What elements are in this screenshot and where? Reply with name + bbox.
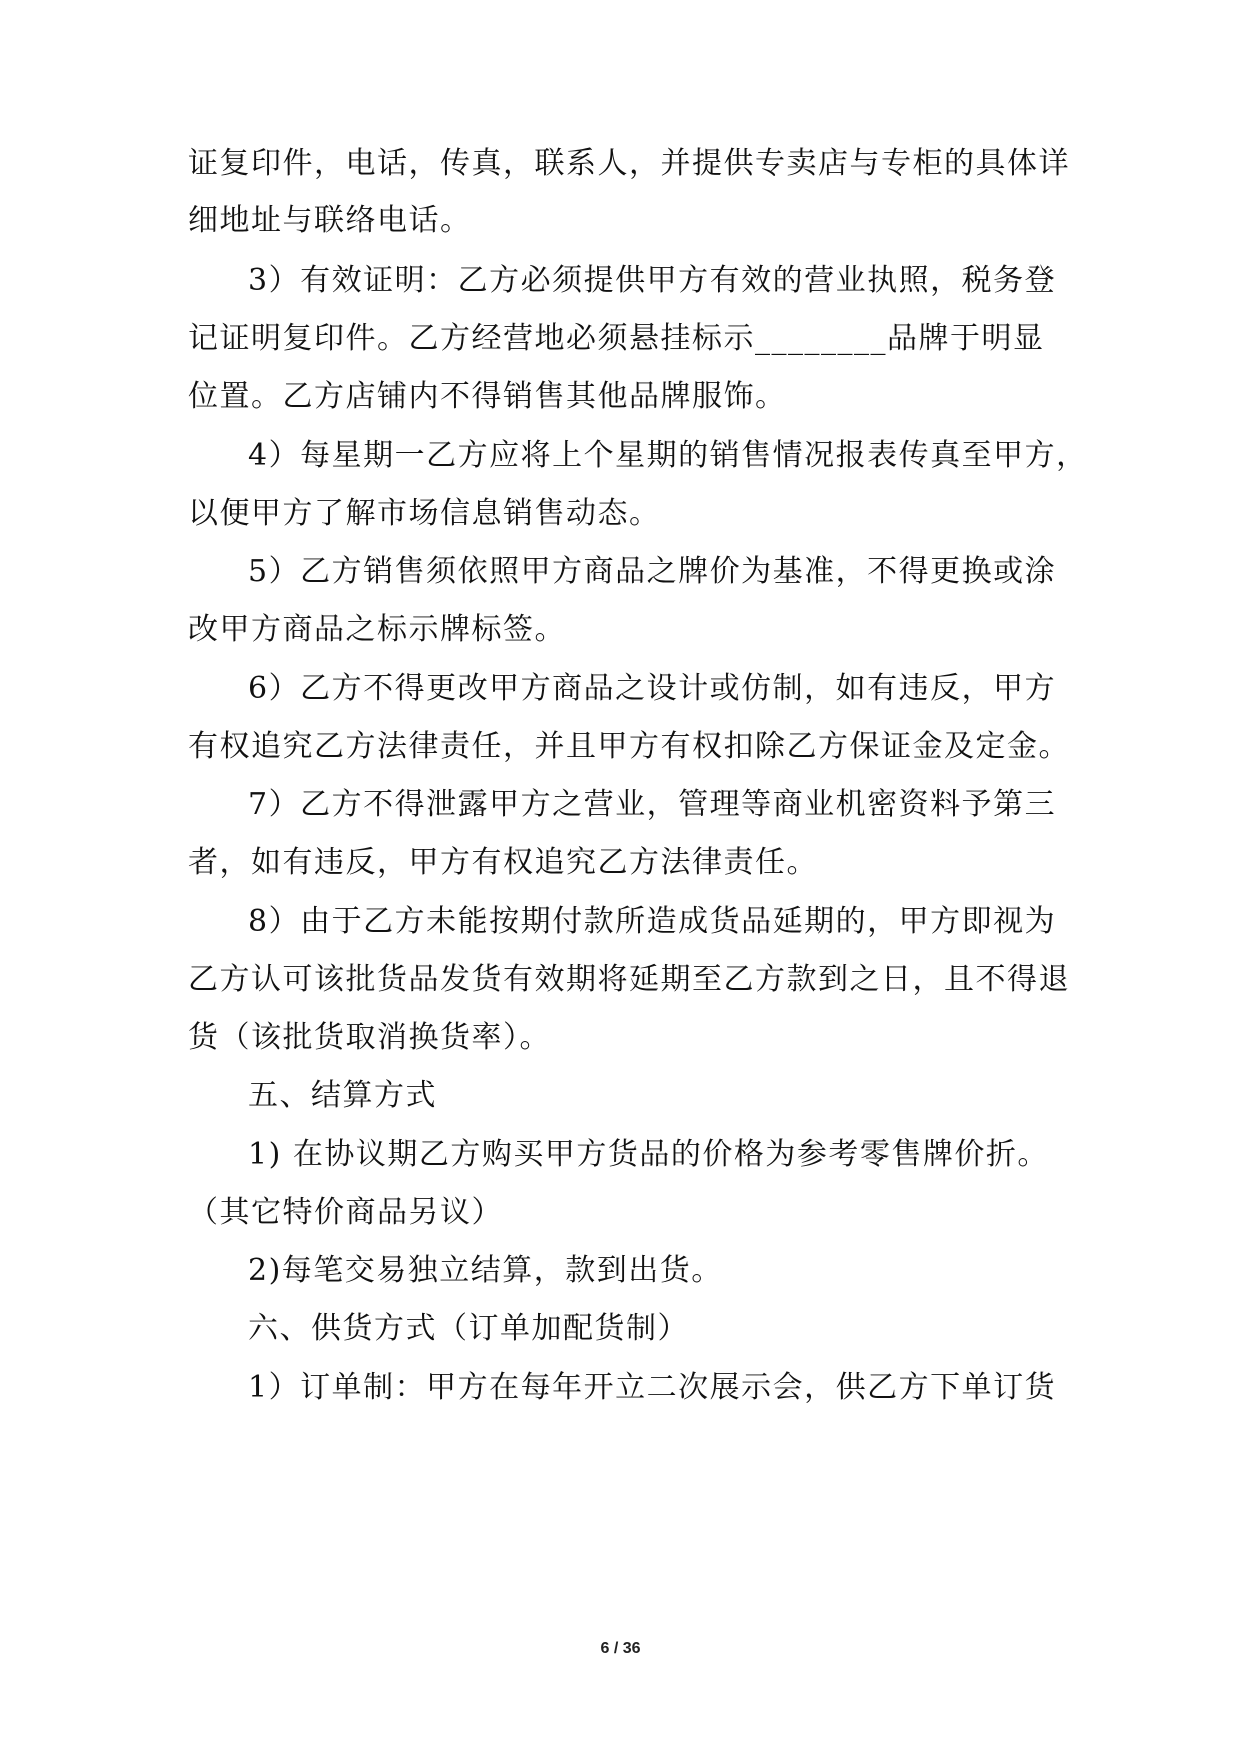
text-line: 货（该批货取消换货率）。 <box>188 1020 551 1055</box>
text-line: 记证明复印件。乙方经营地必须悬挂标示________品牌于明显 <box>188 321 1045 356</box>
section-heading: 六、供货方式（订单加配货制） <box>248 1311 689 1346</box>
text-line: 细地址与联络电话。 <box>188 203 472 238</box>
text-line: 证复印件，电话，传真，联系人，并提供专卖店与专柜的具体详 <box>188 146 1070 181</box>
text-line: 2)每笔交易独立结算，款到出货。 <box>248 1253 723 1288</box>
section-heading: 五、结算方式 <box>248 1078 437 1113</box>
text-line: 8）由于乙方未能按期付款所造成货品延期的，甲方即视为 <box>248 904 1057 939</box>
text-line: 5）乙方销售须依照甲方商品之牌价为基准，不得更换或涂 <box>248 554 1057 589</box>
text-line: 者，如有违反，甲方有权追究乙方法律责任。 <box>188 845 818 880</box>
text-line: 乙方认可该批货品发货有效期将延期至乙方款到之日，且不得退 <box>188 962 1070 997</box>
page-number: 6 / 36 <box>600 1640 641 1657</box>
text-line: 3）有效证明：乙方必须提供甲方有效的营业执照，税务登 <box>248 263 1057 298</box>
text-line: 以便甲方了解市场信息销售动态。 <box>188 496 661 531</box>
text-line: （其它特价商品另议） <box>188 1195 503 1230</box>
text-line: 位置。乙方店铺内不得销售其他品牌服饰。 <box>188 379 787 414</box>
text-line: 7）乙方不得泄露甲方之营业，管理等商业机密资料予第三 <box>248 787 1057 822</box>
text-line: 改甲方商品之标示牌标签。 <box>188 612 566 647</box>
text-line: 有权追究乙方法律责任，并且甲方有权扣除乙方保证金及定金。 <box>188 729 1070 764</box>
text-line: 6）乙方不得更改甲方商品之设计或仿制，如有违反，甲方 <box>248 671 1057 706</box>
text-line: 1) 在协议期乙方购买甲方货品的价格为参考零售牌价折。 <box>248 1137 1049 1172</box>
text-line: 4）每星期一乙方应将上个星期的销售情况报表传真至甲方， <box>248 438 1088 473</box>
text-line: 1）订单制：甲方在每年开立二次展示会，供乙方下单订货 <box>248 1370 1057 1405</box>
